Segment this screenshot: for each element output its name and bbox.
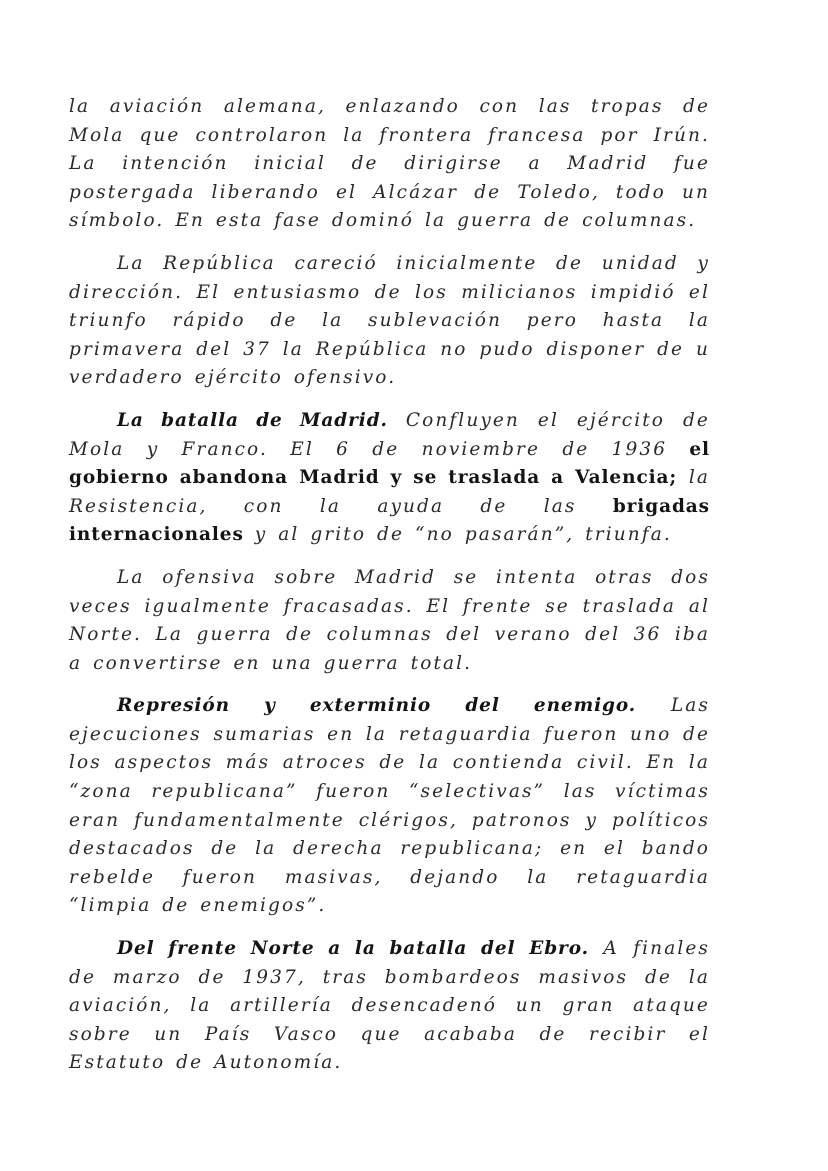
paragraph-text: y al grito de “no pasarán”, triunfa. — [243, 524, 672, 546]
paragraph-4 — [69, 564, 710, 678]
paragraph-text: La República careció inicialmente de unidad y dirección. El entusiasmo de los milicianos impidió el triunfo rápido de la sublevación pero hasta la primavera del 37 la República no pudo disponer de u verdadero ejército ofensivo. — [69, 252, 710, 389]
paragraph-2 — [69, 250, 710, 393]
paragraph-text: La ofensiva sobre Madrid se intenta otras dos veces igualmente fracasadas. El frente se traslada al Norte. La guerra de columnas del verano del 36 iba a convertirse en una guerra total. — [69, 566, 710, 674]
paragraph-1 — [69, 93, 710, 236]
paragraph-text: A finales de marzo de 1937, tras bombardeos masivos de la aviación, la artillería desencadenó un gran ataque sobre un País Vasco que acababa de recibir el Estatuto de Autonomía. — [69, 938, 710, 1074]
section-heading: Del frente Norte a la batalla del Ebro. — [117, 938, 589, 960]
document-page — [69, 93, 710, 1092]
paragraph-5-represion — [69, 692, 710, 921]
section-heading: La batalla de Madrid. — [117, 409, 388, 431]
section-heading: Represión y exterminio del enemigo. — [117, 695, 637, 717]
paragraph-3-batalla-de-madrid — [69, 407, 710, 550]
highlighted-phrase: brigadas internacionales — [69, 495, 710, 546]
paragraph-text: la Resistencia, con la ayuda de las — [69, 467, 710, 517]
highlighted-phrase: el gobierno abandona Madrid y se traslada a Valencia; — [69, 438, 710, 489]
paragraph-text: Las ejecuciones sumarias en la retaguardia fueron uno de los aspectos más atroces de la contienda civil. En la “zona republicana” fueron “selectivas” las víctimas eran fundamentalmente clérigos, patronos y políticos destacados de la derecha republicana; en el bando rebelde fueron masivas, dejando la retaguardia “limpia de enemigos”. — [69, 695, 710, 917]
paragraph-text: la aviación alemana, enlazando con las tropas de Mola que controlaron la frontera francesa por Irún. La intención inicial de dirigirse a Madrid fue postergada liberando el Alcázar de Toledo, todo un símbolo. En esta fase dominó la guerra de columnas. — [69, 96, 710, 232]
paragraph-text: Confluyen el ejército de Mola y Franco. El 6 de noviembre de 1936 — [69, 409, 710, 460]
paragraph-6-frente-norte — [69, 935, 710, 1078]
